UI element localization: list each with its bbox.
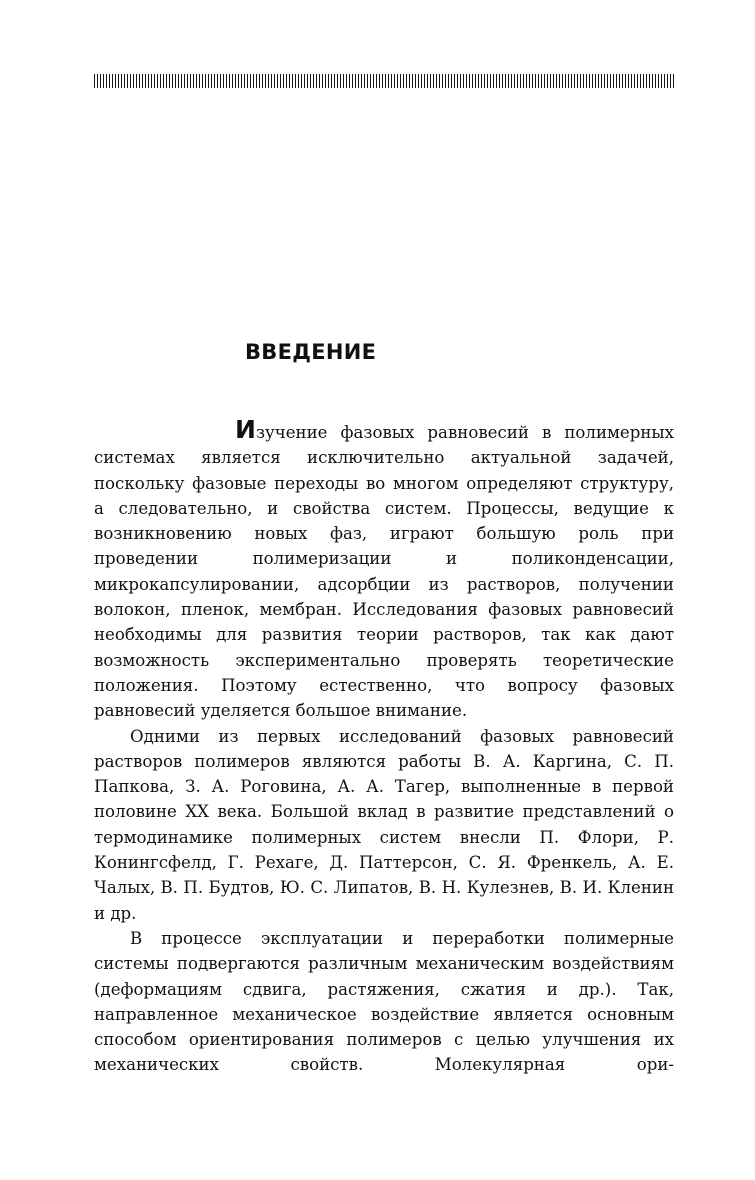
paragraph-1-text: зучение фазовых равновесий в полимерных системах является исключительно актуальной задачей, поскольку фазовые переходы во многом определяют структуру, а следовательно, и свойства систем. Процессы, ведущие к возникновению новых фаз, играют большую роль при проведении полимеризации и поликонденсации, микрокапсулировании, адсорбции из растворов, получении волокон, пленок, мембран. Исследования фазовых равновесий необходимы для развития теории растворов, так как дают возможность экспериментально проверять теоретические положения. Поэтому естественно, что вопросу фазовых равновесий уделяется большое внимание. xyxy=(94,423,674,721)
chapter-title: ВВЕДЕНИЕ xyxy=(245,340,377,364)
body-text xyxy=(94,415,674,1078)
paragraph-3: В процессе эксплуатации и переработки полимерные системы подвергаются различным механическим воздействиям (деформациям сдвига, растяжения, сжатия и др.). Так, направленное механическое воздействие является основным способом ориентирования полимеров с целью улучшения их механических свойств. Молекулярная ори- xyxy=(94,928,674,1075)
paragraph-2: Одними из первых исследований фазовых равновесий растворов полимеров являются работы В. А. Каргина, С. П. Папкова, З. А. Роговина, А. А. Тагер, выполненные в первой половине XX века. Большой вклад в развитие представлений о термодинамике полимерных систем внесли П. Флори, Р. Конингсфелд, Г. Рехаге, Д. Паттерсон, С. Я. Френкель, А. Е. Чалых, В. П. Будтов, Ю. С. Липатов, В. Н. Кулезнев, В. И. Кленин и др. xyxy=(94,726,674,923)
drop-cap: И xyxy=(235,415,256,444)
paragraph-1 xyxy=(94,415,674,724)
header-rule xyxy=(94,74,674,88)
